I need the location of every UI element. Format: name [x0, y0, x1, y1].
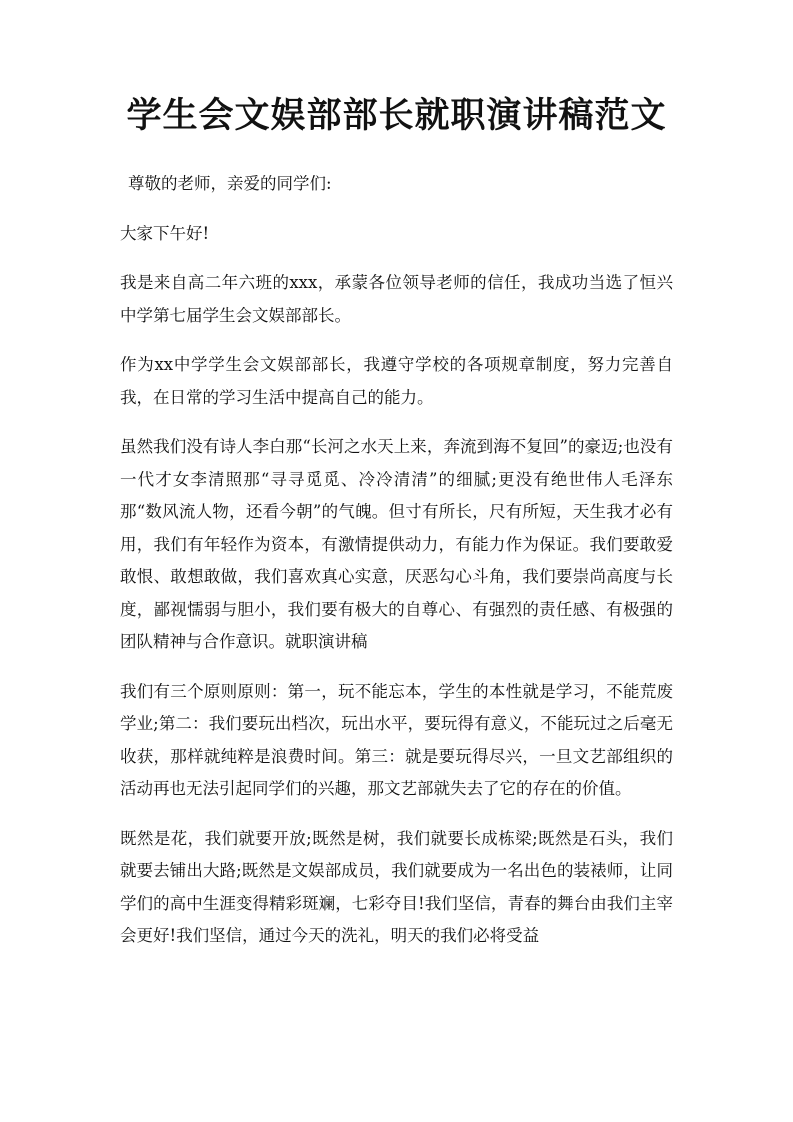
paragraph-salutation: 大家下午好! [120, 223, 210, 243]
document-body [120, 168, 673, 970]
page-title: 学生会文娱部部长就职演讲稿范文 [126, 95, 667, 136]
paragraph-aspiration: 虽然我们没有诗人李白那“长河之水天上来，奔流到海不复回”的豪迈;也没有一代才女李清照那“寻寻觅觅、冷冷清清”的细腻;更没有绝世伟人毛泽东那“数风流人物，还看今朝”的气魄。但寸有所长，尺有所短，天生我才必有用，我们有年轻作为资本，有激情提供动力，有能力作为保证。我们要敢爱敢恨、敢想敢做，我们喜欢真心实意，厌恶勾心斗角，我们要崇尚高度与长度，鄙视懦弱与胆小，我们要有极大的自尊心、有强烈的责任感、有极强的团队精神与合作意识。就职演讲稿 [120, 437, 673, 651]
paragraph-conclusion: 既然是花，我们就要开放;既然是树，我们就要长成栋梁;既然是石头，我们就要去铺出大路;既然是文娱部成员，我们就要成为一名出色的装裱师，让同学们的高中生涯变得精彩斑斓，七彩夺目!我们坚信，青春的舞台由我们主宰会更好!我们坚信，通过今天的洗礼，明天的我们必将受益 [120, 828, 673, 945]
paragraph-introduction: 我是来自高二年六班的xxx，承蒙各位领导老师的信任，我成功当选了恒兴中学第七届学生会文娱部部长。 [120, 273, 673, 325]
paragraph-role: 作为xx中学学生会文娱部部长，我遵守学校的各项规章制度，努力完善自我，在日常的学习生活中提高自己的能力。 [120, 355, 673, 407]
paragraph-principles: 我们有三个原则原则：第一，玩不能忘本，学生的本性就是学习，不能荒废学业;第二：我们要玩出档次，玩出水平，要玩得有意义，不能玩过之后毫无收获，那样就纯粹是浪费时间。第三：就是要玩得尽兴，一旦文艺部组织的活动再也无法引起同学们的兴趣，那文艺部就失去了它的存在的价值。 [120, 681, 673, 798]
paragraph-greeting: 尊敬的老师，亲爱的同学们: [128, 174, 332, 193]
